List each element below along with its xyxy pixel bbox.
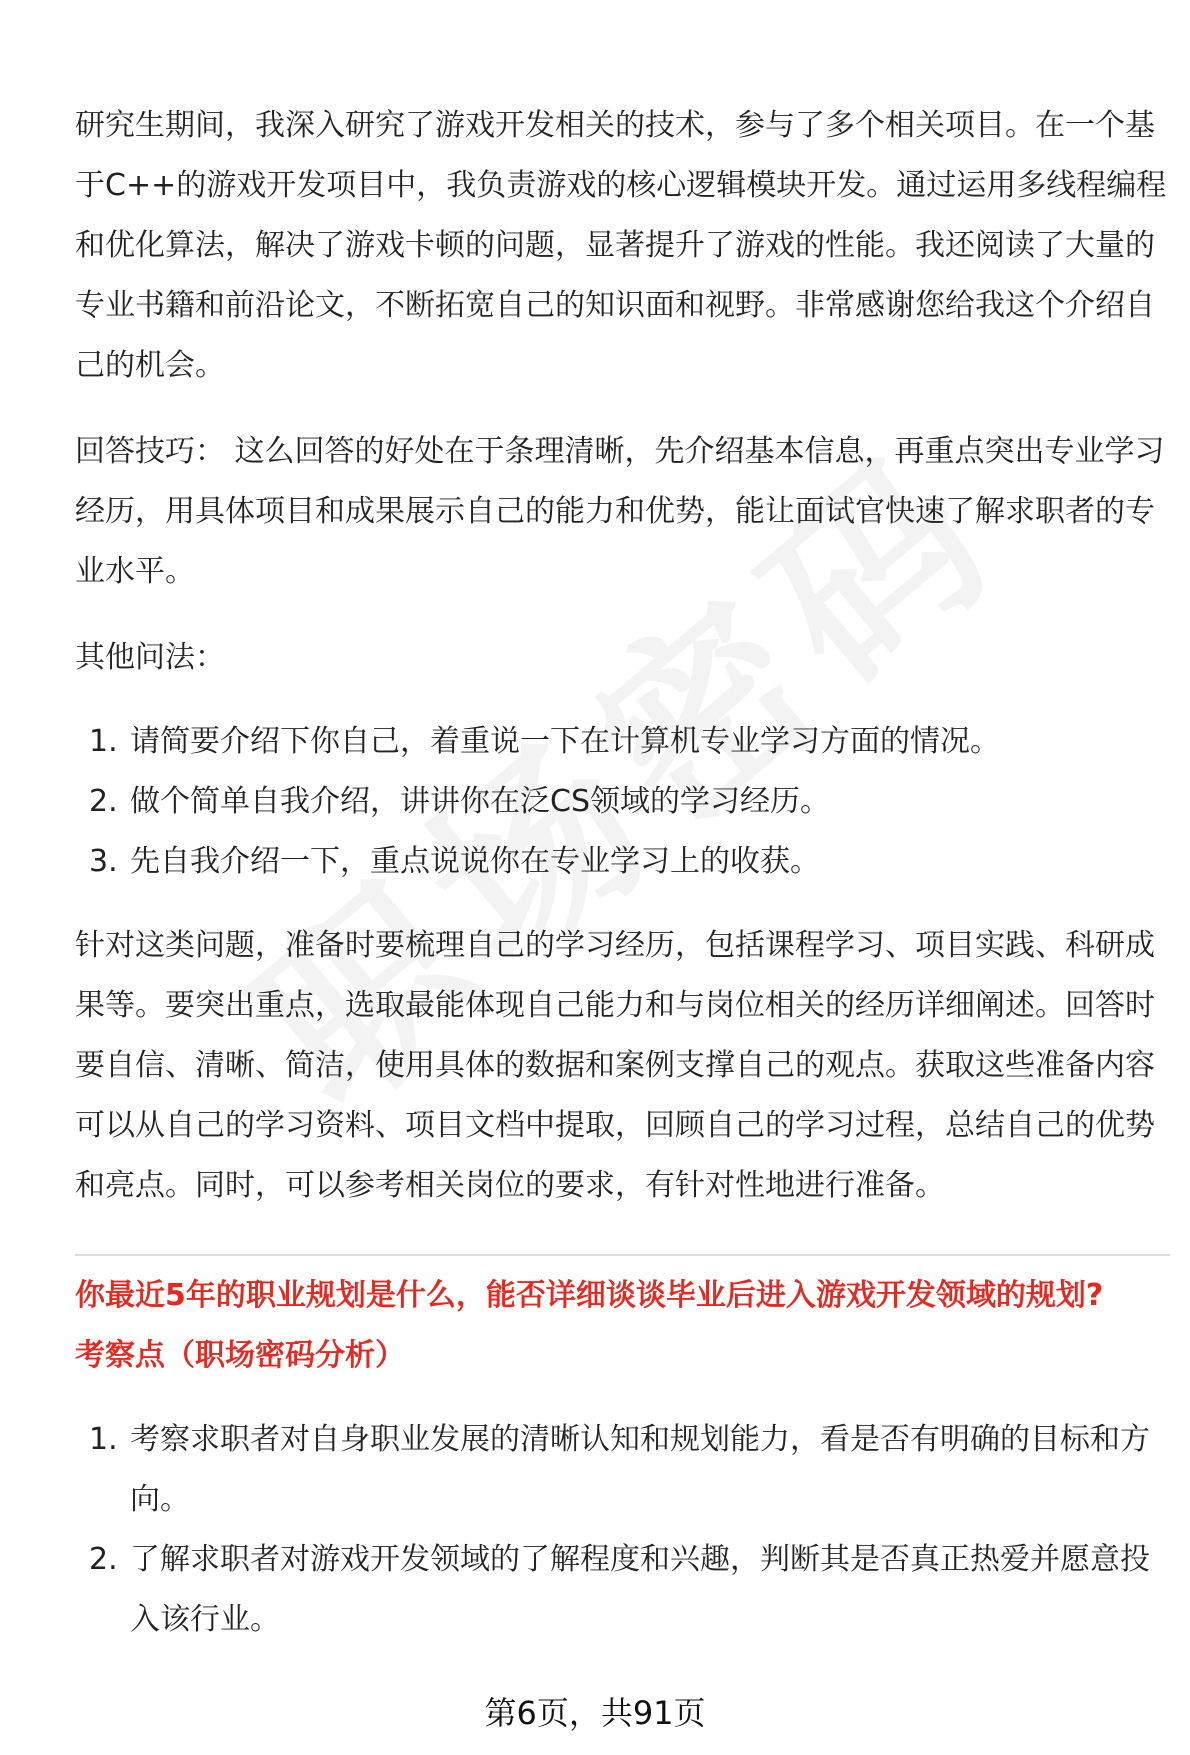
list-number: 2. (89, 1542, 118, 1577)
list-item-text: 做个简单自我介绍，讲讲你在泛CS领域的学习经历。 (130, 784, 830, 819)
list-item-text: 考察求职者对自身职业发展的清晰认知和规划能力，看是否有明确的目标和方向。 (130, 1422, 1150, 1517)
list-item-text: 请简要介绍下你自己，着重说一下在计算机专业学习方面的情况。 (130, 724, 1000, 759)
list-number: 1. (89, 1422, 118, 1457)
list-number: 3. (89, 844, 118, 879)
list-item (75, 1410, 1170, 1530)
document-body (75, 96, 1170, 1650)
list-item (75, 712, 1170, 772)
intro-paragraph: 研究生期间，我深入研究了游戏开发相关的技术，参与了多个相关项目。在一个基于C++的游戏开发项目中，我负责游戏的核心逻辑模块开发。通过运用多线程编程和优化算法，解决了游戏卡顿的问题，显著提升了游戏的性能。我还阅读了大量的专业书籍和前沿论文，不断拓宽自己的知识面和视野。非常感谢您给我这个介绍自己的机会。 (75, 108, 1167, 383)
list-item (75, 1530, 1170, 1650)
list-number: 1. (89, 724, 118, 759)
page-number-footer: 第6页，共91页 (484, 1694, 706, 1732)
list-item-text: 先自我介绍一下，重点说说你在专业学习上的收获。 (130, 844, 820, 879)
question-heading: 你最近5年的职业规划是什么，能否详细谈谈毕业后进入游戏开发领域的规划? (75, 1278, 1104, 1313)
list-item-text: 了解求职者对游戏开发领域的了解程度和兴趣，判断其是否真正热爱并愿意投入该行业。 (130, 1542, 1150, 1637)
assessment-subheading: 考察点（职场密码分析） (75, 1338, 405, 1373)
answer-tips-paragraph: 回答技巧： 这么回答的好处在于条理清晰，先介绍基本信息，再重点突出专业学习经历，用具体项目和成果展示自己的能力和优势，能让面试官快速了解求职者的专业水平。 (75, 434, 1165, 589)
assessment-points-list (75, 1410, 1170, 1650)
other-questions-list (75, 712, 1170, 892)
section-divider (75, 1254, 1170, 1256)
other-questions-label: 其他问法： (75, 640, 225, 675)
list-number: 2. (89, 784, 118, 819)
list-item (75, 772, 1170, 832)
list-item (75, 832, 1170, 892)
preparation-paragraph: 针对这类问题，准备时要梳理自己的学习经历，包括课程学习、项目实践、科研成果等。要突出重点，选取最能体现自己能力和与岗位相关的经历详细阐述。回答时要自信、清晰、简洁，使用具体的数据和案例支撑自己的观点。获取这些准备内容可以从自己的学习资料、项目文档中提取，回顾自己的学习过程，总结自己的优势和亮点。同时，可以参考相关岗位的要求，有针对性地进行准备。 (75, 928, 1155, 1203)
